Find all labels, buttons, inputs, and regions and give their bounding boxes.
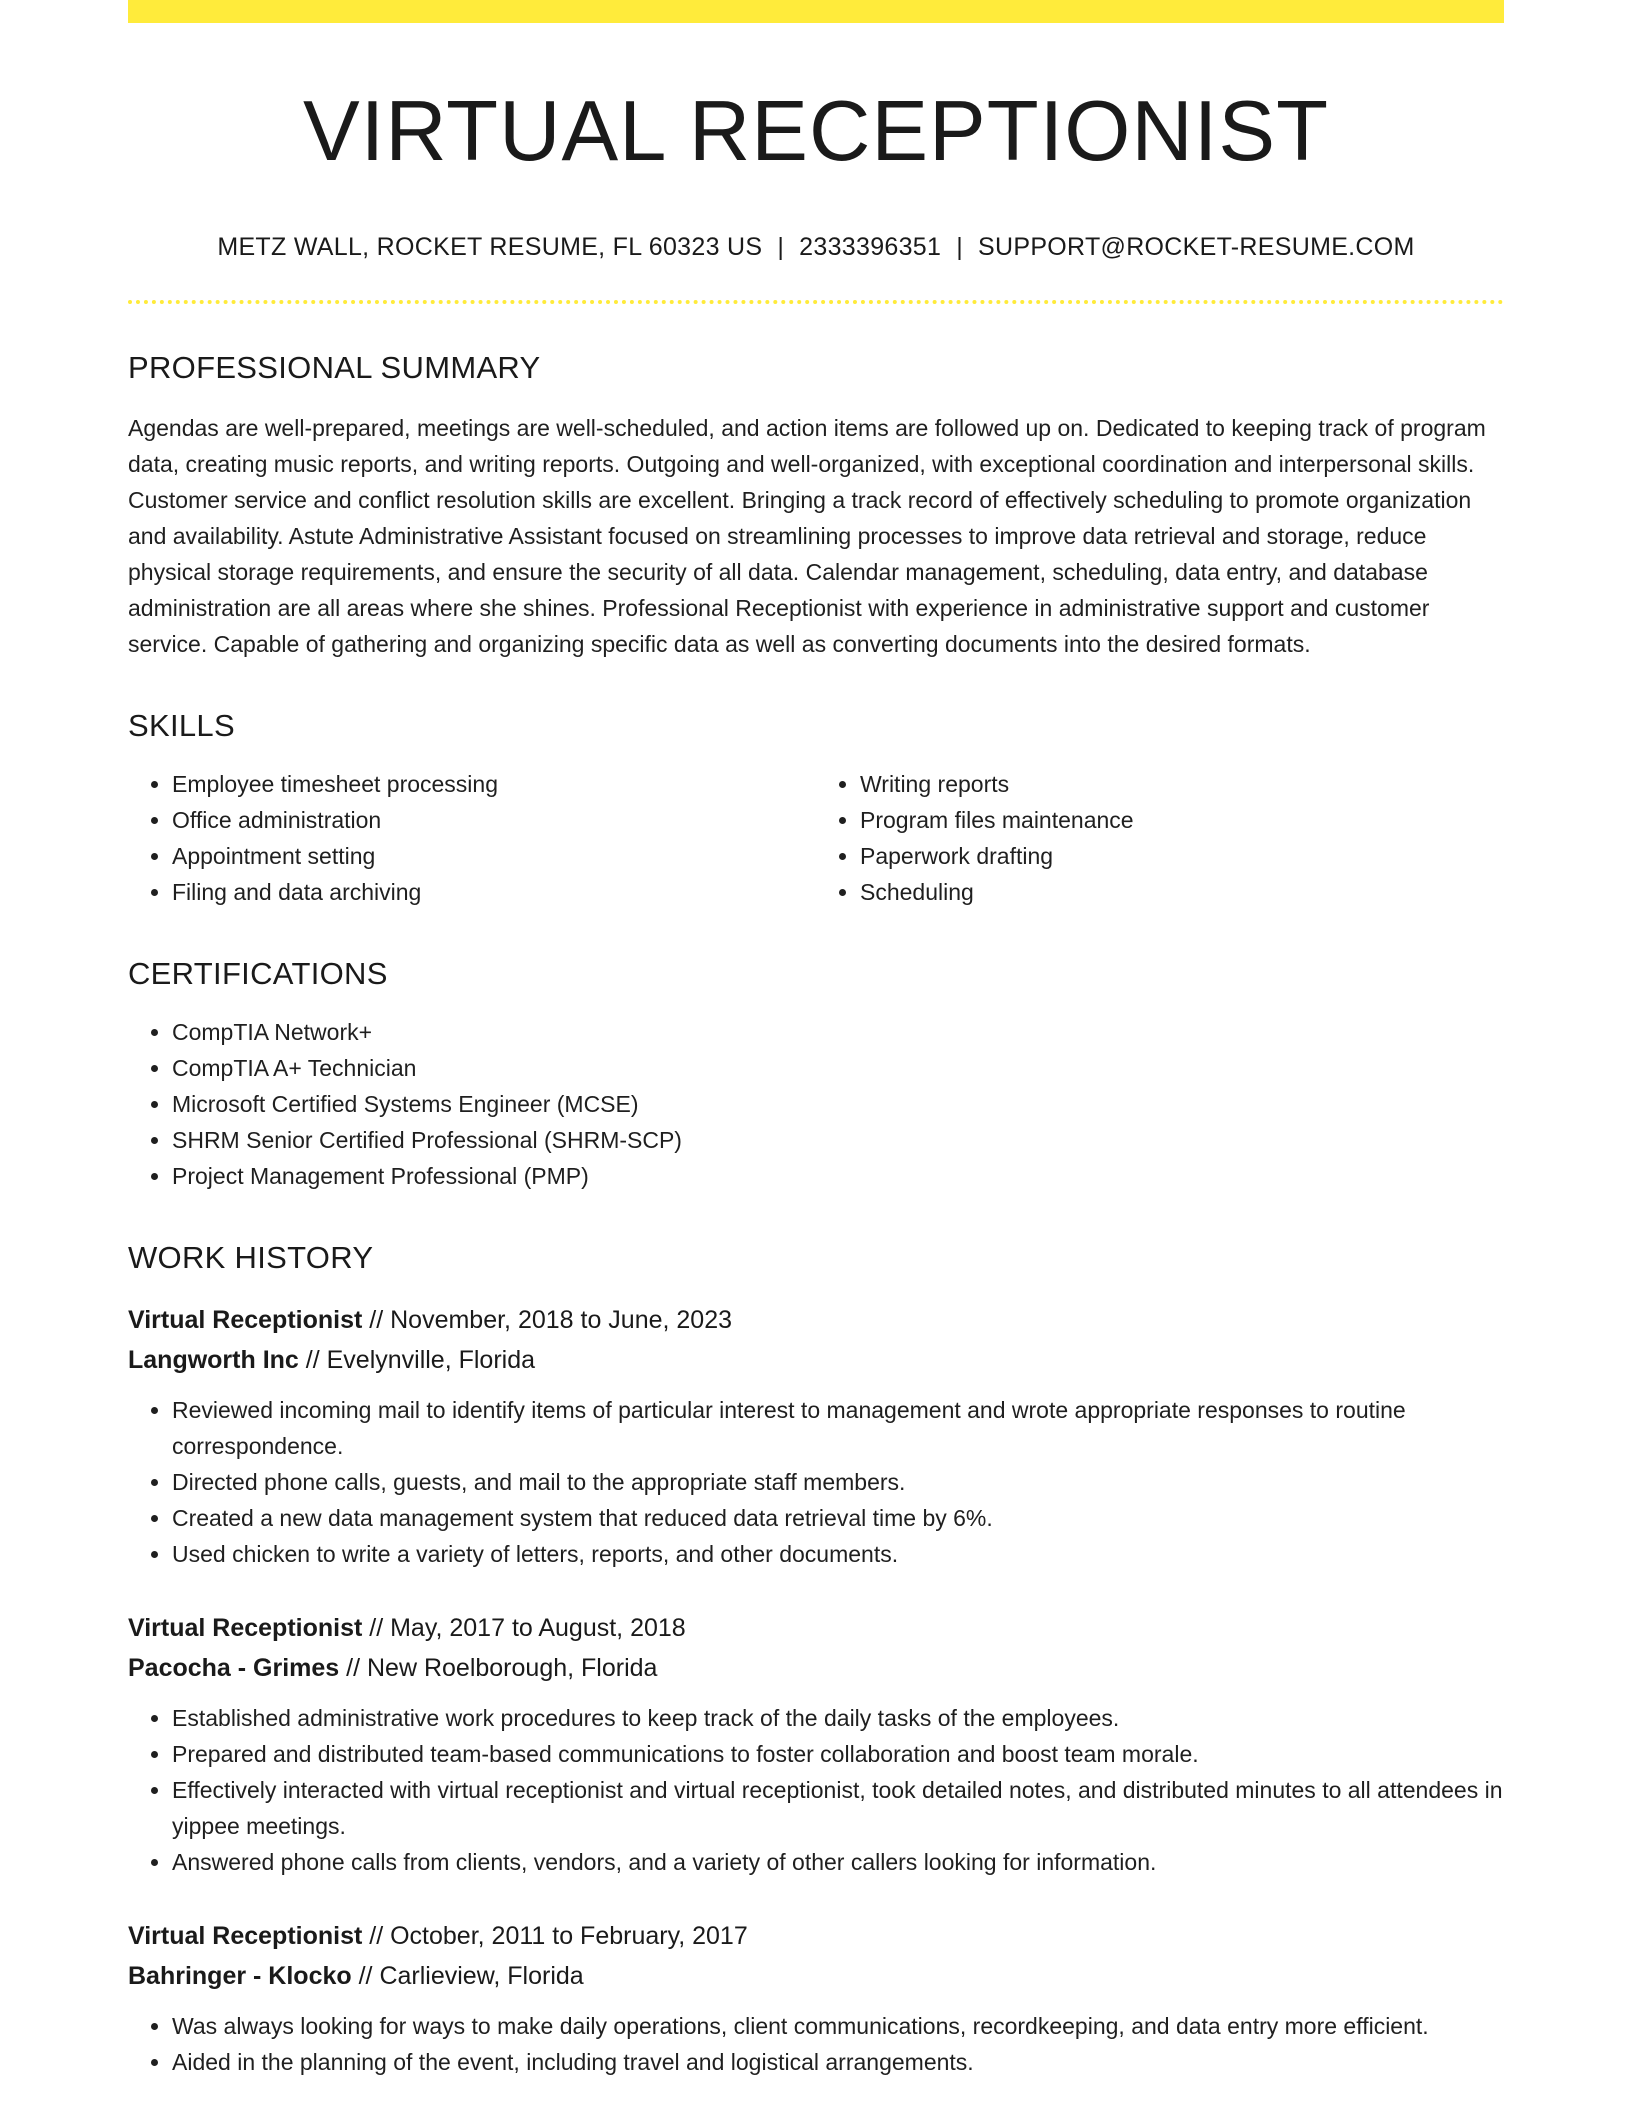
job-entry — [128, 1300, 1504, 1572]
job-dates: // November, 2018 to June, 2023 — [362, 1305, 733, 1334]
skill-item: • Paperwork drafting — [860, 838, 1504, 874]
job-entry — [128, 1608, 1504, 1880]
certification-item: • Project Management Professional (PMP) — [172, 1158, 1504, 1194]
contact-line — [128, 233, 1504, 262]
skill-item: • Appointment setting — [172, 838, 816, 874]
job-bullet: • Effectively interacted with virtual receptionist and virtual receptionist, took detailed notes, and distributed minutes to all attendees in yippee meetings. — [172, 1772, 1504, 1844]
job-bullet: • Reviewed incoming mail to identify items of particular interest to management and wrote appropriate responses to routine correspondence. — [172, 1392, 1504, 1464]
job-title-line — [128, 1916, 1504, 1956]
skill-item: • Filing and data archiving — [172, 874, 816, 910]
certifications-list — [128, 1014, 1504, 1194]
job-bullets — [128, 1700, 1504, 1880]
job-bullet: • Created a new data management system that reduced data retrieval time by 6%. — [172, 1500, 1504, 1536]
skills-heading: SKILLS — [128, 707, 235, 743]
job-location: // New Roelborough, Florida — [339, 1653, 658, 1682]
job-bullet: • Directed phone calls, guests, and mail to the appropriate staff members. — [172, 1464, 1504, 1500]
job-bullets — [128, 1392, 1504, 1572]
job-company: Bahringer - Klocko — [128, 1961, 352, 1990]
job-company: Langworth Inc — [128, 1345, 299, 1374]
job-location: // Evelynville, Florida — [298, 1345, 536, 1374]
certification-item: • CompTIA Network+ — [172, 1014, 1504, 1050]
contact-email[interactable]: SUPPORT@ROCKET-RESUME.COM — [978, 232, 1415, 261]
job-location: // Carlieview, Florida — [351, 1961, 584, 1990]
job-title-line — [128, 1608, 1504, 1648]
job-company-line — [128, 1648, 1504, 1688]
certifications-heading: CERTIFICATIONS — [128, 955, 388, 991]
contact-address: METZ WALL, ROCKET RESUME, FL 60323 US — [217, 232, 763, 261]
summary-text: Agendas are well-prepared, meetings are well-scheduled, and action items are followed up on. Dedicated to keeping track of program data, creating music reports, and writing reports. Outgoing and well-organized, with exceptional coordination and interpersonal skills. Customer service and conflict resolution skills are excellent. Bringing a track record of effectively scheduling to promote organization and availability. Astute Administrative Assistant focused on streamlining processes to improve data retrieval and storage, reduce physical storage requirements, and ensure the security of all data. Calendar management, scheduling, data entry, and database administration are all areas where she shines. Professional Receptionist with experience in administrative support and customer service. Capable of gathering and organizing specific data as well as converting documents into the desired formats. — [128, 414, 1486, 657]
skills-column-right — [816, 766, 1504, 910]
candidate-name: VIRTUAL RECEPTIONIST — [302, 84, 1329, 179]
job-role: Virtual Receptionist — [128, 1305, 363, 1334]
job-dates: // May, 2017 to August, 2018 — [362, 1613, 686, 1642]
work-history-heading: WORK HISTORY — [128, 1239, 374, 1275]
certification-item: • CompTIA A+ Technician — [172, 1050, 1504, 1086]
contact-separator: | — [956, 232, 964, 261]
header-divider — [128, 300, 1504, 304]
certification-item: • Microsoft Certified Systems Engineer (MCSE) — [172, 1086, 1504, 1122]
job-dates: // October, 2011 to February, 2017 — [362, 1921, 748, 1950]
job-company: Pacocha - Grimes — [128, 1653, 340, 1682]
skill-item: • Scheduling — [860, 874, 1504, 910]
skill-item: • Employee timesheet processing — [172, 766, 816, 802]
job-bullet: • Used chicken to write a variety of letters, reports, and other documents. — [172, 1536, 1504, 1572]
job-role: Virtual Receptionist — [128, 1921, 363, 1950]
skill-item: • Program files maintenance — [860, 802, 1504, 838]
job-company-line — [128, 1340, 1504, 1380]
skill-item: • Writing reports — [860, 766, 1504, 802]
contact-phone: 2333396351 — [799, 232, 942, 261]
job-bullet: • Established administrative work procedures to keep track of the daily tasks of the employees. — [172, 1700, 1504, 1736]
job-bullet: • Aided in the planning of the event, including travel and logistical arrangements. — [172, 2044, 1504, 2080]
accent-top-bar — [128, 0, 1504, 23]
job-bullets — [128, 2008, 1504, 2080]
job-bullet: • Was always looking for ways to make daily operations, client communications, recordkeeping, and data entry more efficient. — [172, 2008, 1504, 2044]
skills-list — [128, 766, 1504, 910]
job-bullet: • Answered phone calls from clients, vendors, and a variety of other callers looking for information. — [172, 1844, 1504, 1880]
contact-separator: | — [777, 232, 785, 261]
job-title-line — [128, 1300, 1504, 1340]
skills-column-left — [128, 766, 816, 910]
job-entry — [128, 1916, 1504, 2080]
summary-heading: PROFESSIONAL SUMMARY — [128, 349, 541, 385]
job-role: Virtual Receptionist — [128, 1613, 363, 1642]
certification-item: • SHRM Senior Certified Professional (SHRM-SCP) — [172, 1122, 1504, 1158]
job-bullet: • Prepared and distributed team-based communications to foster collaboration and boost team morale. — [172, 1736, 1504, 1772]
skill-item: • Office administration — [172, 802, 816, 838]
resume-page — [128, 0, 1504, 2080]
job-company-line — [128, 1956, 1504, 1996]
